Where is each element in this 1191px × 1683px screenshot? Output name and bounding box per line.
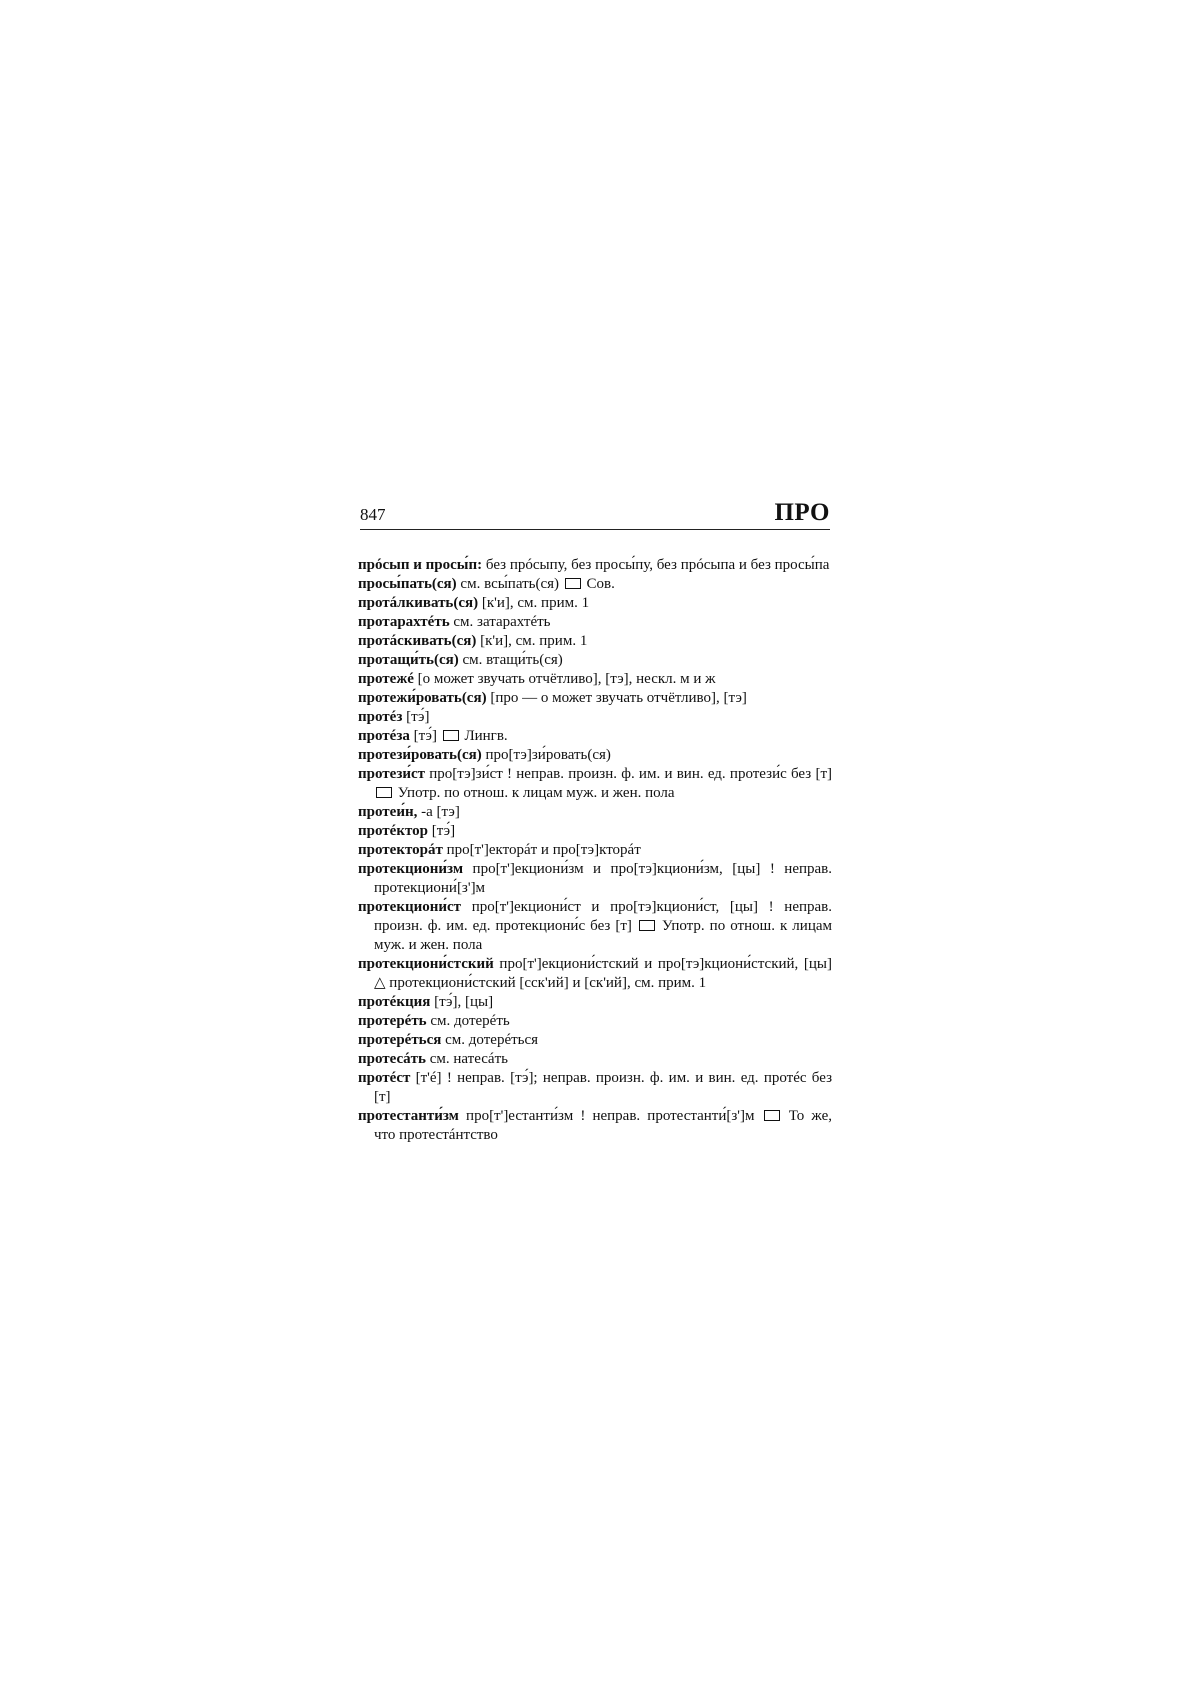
entry-note: Употр. по отнош. к лицам муж. и жен. пола	[374, 918, 833, 953]
entry-text: [о может звучать отчётливо], [тэ], нескл. м и ж	[413, 671, 716, 687]
entry-headword: протéза	[358, 728, 410, 744]
note-box-icon	[764, 1110, 780, 1121]
entry-text: про[т']екциони́стский и про[тэ]кциони́стский, [цы] △ протекциони́стский [сск'ий] и [ск'ий], см. прим. 1	[374, 956, 832, 991]
entry-headword: протекциони́стский	[358, 956, 494, 972]
dictionary-entry	[358, 632, 832, 651]
entry-text: про[т']естанти́зм ! неправ. протестанти́[з']м	[458, 1108, 762, 1124]
entry-text: см. втащи́ть(ся)	[458, 652, 563, 668]
entry-text: см. натесáть	[425, 1051, 508, 1067]
entry-headword: протесáть	[358, 1051, 426, 1067]
dictionary-entry	[358, 822, 832, 841]
entry-text: -а [тэ]	[417, 804, 460, 820]
entry-headword: протарахтéть	[358, 614, 450, 630]
entry-headword: протеи́н,	[358, 804, 418, 820]
entry-text: см. всы́пать(ся)	[456, 576, 563, 592]
dictionary-entry	[358, 1050, 832, 1069]
dictionary-entry	[358, 556, 832, 575]
dictionary-entry	[358, 955, 832, 993]
entry-text: [к'и], см. прим. 1	[476, 633, 588, 649]
entry-text: [тэ́]	[409, 728, 441, 744]
header-rule	[360, 529, 830, 530]
entry-note: То же, что протестáнтство	[374, 1108, 832, 1143]
entry-headword: протежи́ровать(ся)	[358, 690, 487, 706]
entry-headword: протéз	[358, 709, 403, 725]
entry-headword: протáскивать(ся)	[358, 633, 477, 649]
entry-headword: протекциони́зм	[358, 861, 464, 877]
dictionary-entry	[358, 670, 832, 689]
entry-text: про[т']екторáт и про[тэ]кторáт	[442, 842, 641, 858]
entry-text: см. дотерéть	[426, 1013, 510, 1029]
entry-headword: протекциони́ст	[358, 899, 462, 915]
entry-headword: протéст	[358, 1070, 411, 1086]
dictionary-entry	[358, 1107, 832, 1145]
entry-headword: протекторáт	[358, 842, 443, 858]
entry-text: [к'и], см. прим. 1	[478, 595, 590, 611]
dictionary-entry	[358, 841, 832, 860]
page-header	[360, 496, 830, 532]
dictionary-entry	[358, 1069, 832, 1107]
page-number: 847	[360, 505, 386, 524]
entry-text: [про — о может звучать отчётливо], [тэ]	[486, 690, 747, 706]
entry-headword: просы́пать(ся)	[358, 576, 457, 592]
dictionary-entry	[358, 613, 832, 632]
entry-text: см. затарахтéть	[449, 614, 551, 630]
entry-text: про[т']екциони́зм и про[тэ]кциони́зм, [цы] ! неправ. протекциони́[з']м	[374, 861, 832, 896]
entry-text: [т'é] ! неправ. [тэ́]; неправ. произн. ф. им. и вин. ед. протéс без [т]	[374, 1070, 832, 1105]
dictionary-entry	[358, 689, 832, 708]
entry-note: Лингв.	[460, 728, 508, 744]
entry-headword: протежé	[358, 671, 414, 687]
entry-text: [тэ́]	[427, 823, 456, 839]
dictionary-entry	[358, 860, 832, 898]
entry-text: [тэ́]	[402, 709, 430, 725]
entry-headword: прóсып и просы́п:	[358, 557, 483, 573]
entry-headword: протáлкивать(ся)	[358, 595, 479, 611]
entry-headword: протéктор	[358, 823, 428, 839]
dictionary-entry	[358, 727, 832, 746]
dictionary-entry	[358, 765, 832, 803]
entry-headword: протерéться	[358, 1032, 442, 1048]
entry-text: см. дотерéться	[441, 1032, 539, 1048]
entry-text: про[тэ]зи́ровать(ся)	[481, 747, 611, 763]
entry-headword: протащи́ть(ся)	[358, 652, 459, 668]
dictionary-entry	[358, 1012, 832, 1031]
note-box-icon	[639, 920, 655, 931]
dictionary-entry	[358, 993, 832, 1012]
dictionary-entry	[358, 575, 832, 594]
entry-headword: протестанти́зм	[358, 1108, 459, 1124]
entry-headword: протерéть	[358, 1013, 427, 1029]
entry-text: про[т']екциони́ст и про[тэ]кциони́ст, [цы] ! неправ. произн. ф. им. ед. протекциони́с без [т]	[374, 899, 832, 934]
note-box-icon	[376, 787, 392, 798]
entry-note: Сов.	[582, 576, 615, 592]
entry-headword: протези́ровать(ся)	[358, 747, 482, 763]
entry-note: Употр. по отнош. к лицам муж. и жен. пола	[394, 785, 675, 801]
dictionary-entry	[358, 708, 832, 727]
dictionary-entry	[358, 651, 832, 670]
dictionary-entry	[358, 1031, 832, 1050]
entry-text: про[тэ]зи́ст ! неправ. произн. ф. им. и вин. ед. протези́с без [т]	[425, 766, 832, 782]
note-box-icon	[565, 578, 581, 589]
running-head: ПРО	[774, 499, 830, 526]
dictionary-entry	[358, 803, 832, 822]
dictionary-entry	[358, 594, 832, 613]
entry-text: без прóсыпу, без просы́пу, без прóсыпа и без просы́па	[482, 557, 830, 573]
entry-headword: протéкция	[358, 994, 431, 1010]
dictionary-entry	[358, 746, 832, 765]
dictionary-entries	[358, 556, 832, 1145]
entry-text: [тэ́], [цы]	[430, 994, 494, 1010]
dictionary-entry	[358, 898, 832, 955]
note-box-icon	[443, 730, 459, 741]
entry-headword: протези́ст	[358, 766, 426, 782]
